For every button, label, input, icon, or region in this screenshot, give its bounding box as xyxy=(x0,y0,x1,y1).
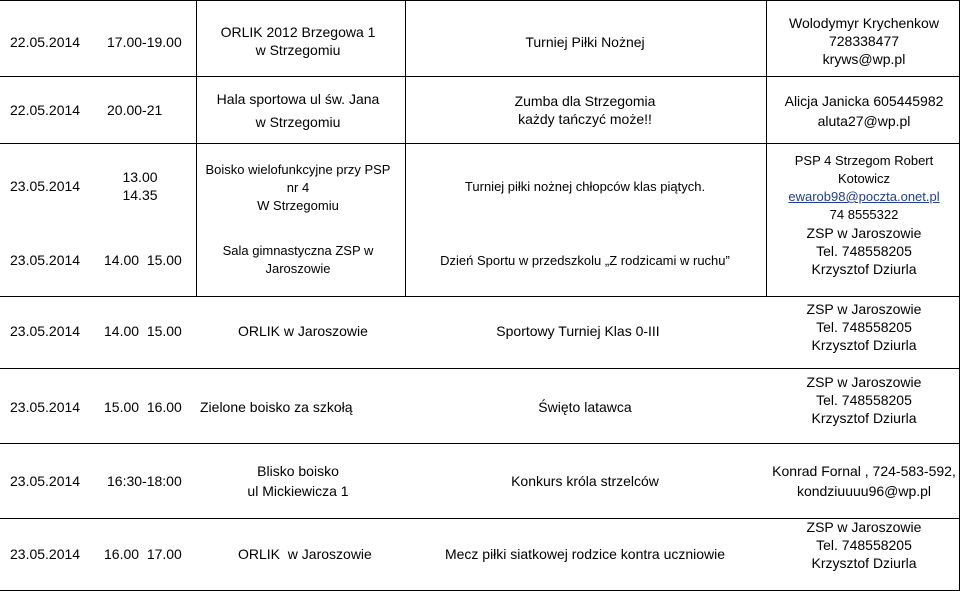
date-cell: 23.05.2014 xyxy=(10,546,81,562)
place-cell: ORLIK 2012 Brzegowa 1 xyxy=(220,24,376,40)
table-row-divider xyxy=(0,143,960,144)
time-cell: 20.00-21 xyxy=(107,102,163,118)
date-cell: 23.05.2014 xyxy=(10,252,81,268)
event-cell: Zumba dla Strzegomia xyxy=(514,93,656,109)
date-cell: 22.05.2014 xyxy=(10,102,81,118)
time-cell: 14.00 15.00 xyxy=(104,252,182,268)
place-cell: Hala sportowa ul św. Jana xyxy=(216,91,380,107)
place-cell: w Strzegomiu xyxy=(255,114,341,130)
contact-cell: Krzysztof Dziurla xyxy=(811,337,917,353)
event-cell: Dzień Sportu w przedszkolu „Z rodzicami w ruchu” xyxy=(440,253,730,268)
place-cell: ORLIK w Jaroszowie xyxy=(238,546,372,562)
column-divider xyxy=(405,0,406,296)
time-cell: 14.00 15.00 xyxy=(104,323,182,339)
time-cell: 13.00 xyxy=(122,169,158,185)
contact-cell[interactable]: kondziuuuu96@wp.pl xyxy=(796,483,932,499)
contact-cell: 74 8555322 xyxy=(829,207,899,222)
place-cell: Sala gimnastyczna ZSP w xyxy=(222,243,374,258)
event-cell: Turniej Piłki Nożnej xyxy=(525,34,645,50)
time-cell: 16.00 17.00 xyxy=(104,546,182,562)
time-cell: 17.00-19.00 xyxy=(107,34,182,50)
contact-cell: Kotowicz xyxy=(837,171,891,186)
event-cell: Turniej piłki nożnej chłopców klas piątych. xyxy=(464,179,706,194)
contact-cell: Tel. 748558205 xyxy=(816,243,912,259)
place-cell: Boisko wielofunkcyjne przy PSP xyxy=(205,162,391,177)
table-row-divider xyxy=(0,443,960,444)
time-cell: 15.00 16.00 xyxy=(104,399,182,415)
event-cell: każdy tańczyć może!! xyxy=(518,111,652,127)
contact-cell: ZSP w Jaroszowie xyxy=(806,519,922,535)
table-row-divider xyxy=(0,76,960,77)
contact-cell: kryws@wp.pl xyxy=(822,51,906,67)
contact-cell: ZSP w Jaroszowie xyxy=(806,225,922,241)
place-cell: w Strzegomiu xyxy=(255,42,341,58)
contact-cell: Krzysztof Dziurla xyxy=(811,261,917,277)
column-divider xyxy=(196,0,197,296)
contact-cell: Wolodymyr Krychenkow xyxy=(789,15,939,31)
time-cell: 14.35 xyxy=(122,187,158,203)
contact-cell: Alicja Janicka 605445982 xyxy=(784,93,944,109)
place-cell: ul Mickiewicza 1 xyxy=(247,483,349,499)
table-row-divider xyxy=(0,368,960,369)
place-cell: Jaroszowie xyxy=(265,261,331,276)
contact-cell: Tel. 748558205 xyxy=(816,537,912,553)
date-cell: 23.05.2014 xyxy=(10,473,81,489)
contact-cell: ZSP w Jaroszowie xyxy=(806,301,922,317)
contact-cell: Krzysztof Dziurla xyxy=(811,410,917,426)
contact-cell: Tel. 748558205 xyxy=(816,319,912,335)
date-cell: 23.05.2014 xyxy=(10,399,81,415)
date-cell: 23.05.2014 xyxy=(10,178,81,194)
event-cell: Sportowy Turniej Klas 0-III xyxy=(496,323,660,339)
event-cell: Święto latawca xyxy=(538,399,632,415)
email-link[interactable]: ewarob98@poczta.onet.pl xyxy=(788,189,940,204)
table-row-divider xyxy=(0,296,960,297)
place-cell: ORLIK w Jaroszowie xyxy=(238,323,368,339)
contact-cell: aluta27@wp.pl xyxy=(817,113,911,129)
contact-cell: PSP 4 Strzegom Robert xyxy=(794,153,934,168)
table-row-divider xyxy=(0,0,960,1)
place-cell: Blisko boisko xyxy=(257,463,339,479)
column-divider xyxy=(766,0,767,296)
contact-cell: 728338477 xyxy=(828,33,900,49)
place-cell: W Strzegomiu xyxy=(257,198,339,213)
contact-cell: ZSP w Jaroszowie xyxy=(806,374,922,390)
place-cell: Zielone boisko za szkołą xyxy=(200,399,353,415)
time-cell: 16:30-18:00 xyxy=(107,473,182,489)
event-cell: Mecz piłki siatkowej rodzice kontra uczniowie xyxy=(444,546,726,562)
event-cell: Konkurs króla strzelców xyxy=(511,473,659,489)
contact-cell: Konrad Fornal , 724-583-592, xyxy=(772,463,956,479)
contact-cell: Krzysztof Dziurla xyxy=(811,555,917,571)
contact-cell: Tel. 748558205 xyxy=(816,392,912,408)
date-cell: 22.05.2014 xyxy=(10,34,81,50)
place-cell: nr 4 xyxy=(286,180,310,195)
date-cell: 23.05.2014 xyxy=(10,323,81,339)
